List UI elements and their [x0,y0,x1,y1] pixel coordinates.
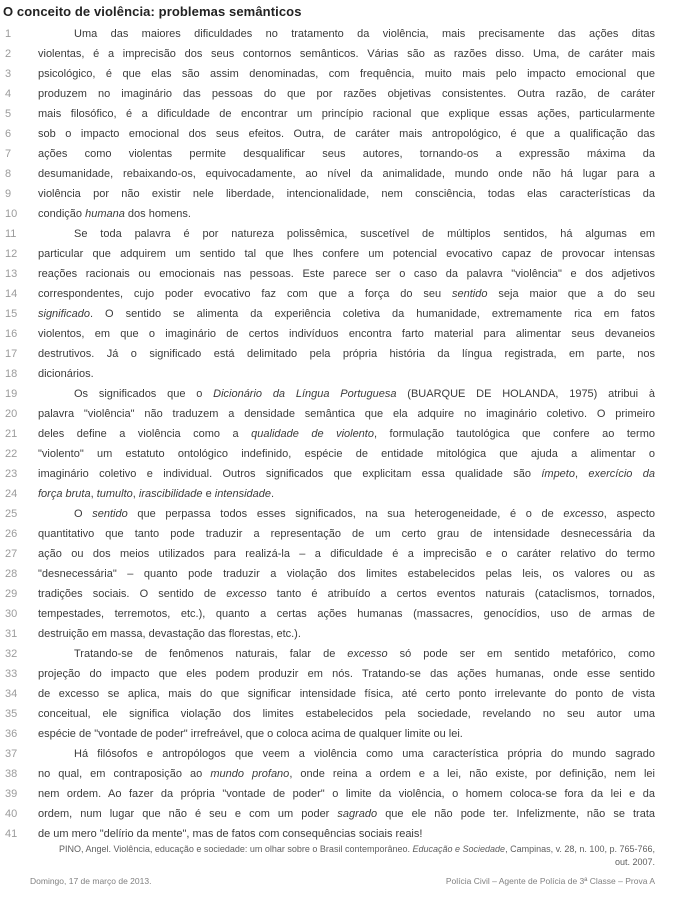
line-number: 21 [5,428,18,440]
line-number: 32 [5,648,18,660]
line-text: reações racionais ou emocionais nas pessoas. Este parece ser o caso da palavra "violência" e dos adjetivos [38,268,655,280]
text-line [0,244,681,264]
line-number: 38 [5,768,18,780]
line-text: palavra "violência" não traduzem a densidade semântica que ela adquire no imaginário coletivo. O primeiro [38,408,655,420]
line-text: produzem no imaginário das pessoas do que por razões objetivas consistentes. Outra razão, de caráter [38,88,655,100]
line-number: 24 [5,488,18,500]
line-text: destrutivos. Já o significado está delimitado pela própria história da língua registrada, em parte, nos [38,348,655,360]
line-text: quantitativo que tanto pode traduzir a representação de um certo grau de intensidade desnecessária da [38,528,655,540]
line-text: mais filosófico, é a dificuldade de encontrar um princípio racional que explique essas ações, particularmente [38,108,655,120]
line-number: 28 [5,568,18,580]
text-line [0,564,681,584]
text-line [0,384,681,404]
text-line [0,364,681,384]
line-number: 35 [5,708,18,720]
line-number: 10 [5,208,18,220]
line-text: condição humana dos homens. [38,208,191,220]
citation-text: PINO, Angel. Violência, educação e sociedade: um olhar sobre o Brasil contemporâneo. Educação e Sociedade, Campinas, v. 28, n. 100, p. 765-766, [58,844,655,854]
line-text: dicionários. [38,368,94,380]
line-text: desumanidade, rebaixando-os, equivocadamente, ao nível da animalidade, mundo onde não há lugar para a [38,168,655,180]
line-text: imaginário coletivo e individual. Outros significados que explicitam essa qualidade são ímpeto, exercício da [38,468,655,480]
text-line [0,164,681,184]
line-number: 15 [5,308,18,320]
text-line [0,344,681,364]
line-text: correspondentes, cujo poder evocativo faz com que a força do seu sentido seja maior que a do seu [38,288,655,300]
text-line [0,684,681,704]
line-number: 16 [5,328,18,340]
line-number: 26 [5,528,18,540]
line-number: 6 [5,128,12,140]
text-line [0,804,681,824]
line-text: psicológico, é que elas são assim denominadas, com frequência, muito mais pelo impacto emocional que [38,68,655,80]
text-line [0,744,681,764]
line-text: tradições sociais. O sentido de excesso tanto é atribuído a certos eventos naturais (cataclismos, tornados, [38,588,655,600]
text-line [0,544,681,564]
text-line [0,84,681,104]
text-line [0,144,681,164]
line-number: 31 [5,628,18,640]
line-text: força bruta, tumulto, irascibilidade e intensidade. [38,488,275,500]
text-line [0,824,681,844]
text-line [0,784,681,804]
citation-line [20,843,655,856]
text-line [0,444,681,464]
page-title: O conceito de violência: problemas semânticos [3,4,302,19]
line-number: 13 [5,268,18,280]
line-text: deles define a violência como a qualidade de violento, formulação tautológica que confere ao termo [38,428,655,440]
footer-date: Domingo, 17 de março de 2013. [30,876,152,886]
line-number: 27 [5,548,18,560]
footer [30,876,655,886]
line-number: 36 [5,728,18,740]
line-text: tempestades, terremotos, etc.), quanto a certas ações humanas (massacres, genocídios, uso de armas de [38,608,655,620]
line-text: ação ou dos meios utilizados para realizá-la – a dificuldade é a imprecisão e o caráter relativo do termo [38,548,655,560]
text-line [0,64,681,84]
text-line [0,464,681,484]
line-text: Há filósofos e antropólogos que veem a violência como uma característica própria do mundo sagrado [74,748,655,760]
text-line [0,664,681,684]
line-text: destruição em massa, devastação das florestas, etc.). [38,628,301,640]
line-number: 18 [5,368,18,380]
line-text: de um mero "delírio da mente", mas de fatos com consequências sociais reais! [38,828,423,840]
text-line [0,224,681,244]
line-text: significado. O sentido se alimenta da experiência coletiva da humanidade, extremamente rica em fatos [38,308,655,320]
line-number: 29 [5,588,18,600]
line-text: "desnecessária" – quanto pode traduzir a violação dos limites estabelecidos pelas leis, os valores ou as [38,568,655,580]
line-text: no qual, em contraposição ao mundo profano, onde reina a ordem e a lei, não existe, por definição, nem lei [38,768,655,780]
line-text: O sentido que perpassa todos esses significados, na sua heterogeneidade, é o de excesso, aspecto [74,508,655,520]
line-number: 23 [5,468,18,480]
text-line [0,404,681,424]
line-number: 37 [5,748,18,760]
line-text: ações como violentas permite desqualificar seus autores, tornando-os a expressão máxima da [38,148,655,160]
text-line [0,264,681,284]
line-text: projeção do impacto que eles podem produzir em nós. Tratando-se das ações humanas, onde esse sentido [38,668,655,680]
line-number: 4 [5,88,12,100]
text-line [0,204,681,224]
line-text: violência por não existir nele liberdade, intencionalidade, nem consciência, todas elas características da [38,188,655,200]
line-text: Uma das maiores dificuldades no tratamento da violência, mais precisamente das ações ditas [74,28,655,40]
line-number: 30 [5,608,18,620]
line-text: violentas, é a imprecisão dos seus contornos semânticos. Várias são as razões disso. Uma, de caráter mais [38,48,655,60]
text-line [0,44,681,64]
text-line [0,524,681,544]
line-number: 1 [5,28,12,40]
text-line [0,304,681,324]
citation-line [20,856,655,869]
line-number: 11 [5,228,17,240]
text-line [0,724,681,744]
line-number: 39 [5,788,18,800]
line-text: ordem, num lugar que não é seu e com um poder sagrado que ele não pode ter. Infelizmente, não se trata [38,808,655,820]
text-line [0,604,681,624]
line-text: Os significados que o Dicionário da Língua Portuguesa (BUARQUE DE HOLANDA, 1975) atribui à [74,388,655,400]
text-line [0,104,681,124]
line-text: sob o impacto emocional dos seus efeitos. Outra, de caráter mais antropológico, é que a qualificação das [38,128,655,140]
line-number: 7 [5,148,12,160]
text-line [0,644,681,664]
text-line [0,504,681,524]
footer-exam-label: Polícia Civil – Agente de Polícia de 3ª Classe – Prova A [445,876,655,886]
text-line [0,184,681,204]
line-text: conceitual, ele significa violação dos limites estabelecidos pela sociedade, revelando no seu autor uma [38,708,655,720]
text-line [0,704,681,724]
line-number: 25 [5,508,18,520]
line-number: 3 [5,68,12,80]
line-number: 41 [5,828,18,840]
passage [0,24,681,844]
line-number: 5 [5,108,12,120]
citation [20,843,655,869]
line-number: 17 [5,348,18,360]
line-number: 22 [5,448,18,460]
line-number: 12 [5,248,18,260]
text-line [0,324,681,344]
text-line [0,764,681,784]
text-line [0,484,681,504]
line-number: 9 [5,188,12,200]
text-line [0,584,681,604]
line-number: 40 [5,808,18,820]
line-number: 2 [5,48,12,60]
line-number: 8 [5,168,12,180]
line-text: particular que adquirem um sentido tal que lhes confere um potencial evocativo capaz de provocar intensas [38,248,655,260]
line-number: 14 [5,288,18,300]
line-text: Tratando-se de fenômenos naturais, falar de excesso só pode ser em sentido metafórico, como [74,648,655,660]
line-text: violentos, em que o imaginário de certos indivíduos encontra farto material para alimentar seus devaneios [38,328,655,340]
text-line [0,284,681,304]
text-line [0,24,681,44]
text-line [0,624,681,644]
line-number: 20 [5,408,18,420]
line-text: "violento" um estatuto ontológico indefinido, espécie de entidade mitológica que ajuda a alimentar o [38,448,655,460]
line-number: 19 [5,388,18,400]
text-line [0,124,681,144]
text-line [0,424,681,444]
line-number: 33 [5,668,18,680]
line-number: 34 [5,688,18,700]
citation-text: out. 2007. [614,857,655,867]
line-text: Se toda palavra é por natureza polissêmica, suscetível de múltiplos sentidos, há algumas em [74,228,655,240]
line-text: nem ordem. Ao fazer da própria "vontade de poder" o limite da violência, o homem coloca-se fora da lei e da [38,788,655,800]
line-text: de excesso se aplica, mais do que significar intensidade física, até certo ponto irrelevante do ponto de vista [38,688,655,700]
line-text: espécie de "vontade de poder" irrefreável, que o coloca acima de qualquer limite ou lei. [38,728,463,740]
